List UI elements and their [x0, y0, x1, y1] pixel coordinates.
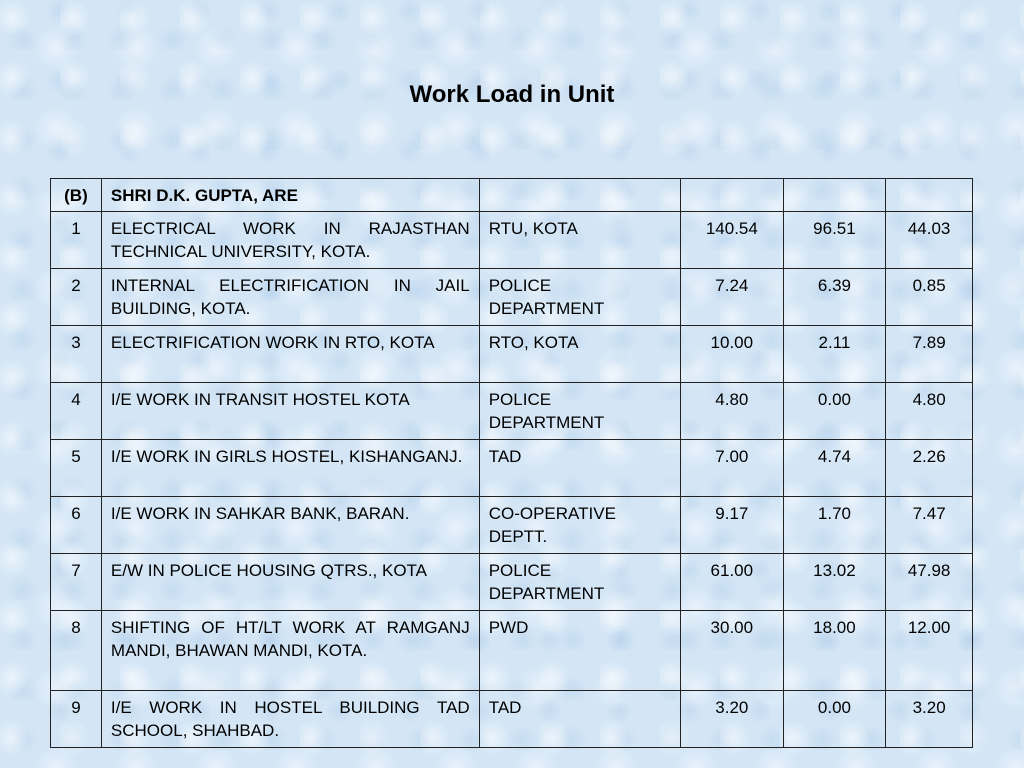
- work-load-table: [50, 178, 973, 748]
- value-1: 7.00: [681, 440, 784, 497]
- department: CO-OPERATIVE DEPTT.: [479, 497, 680, 554]
- value-3: 0.85: [886, 269, 973, 326]
- value-1: 30.00: [681, 611, 784, 691]
- serial-number: 8: [51, 611, 102, 691]
- value-1: 9.17: [681, 497, 784, 554]
- value-3: 3.20: [886, 691, 973, 748]
- work-description: I/E WORK IN TRANSIT HOSTEL KOTA: [101, 383, 479, 440]
- value-2: 0.00: [783, 383, 886, 440]
- value-2: 4.74: [783, 440, 886, 497]
- work-description: I/E WORK IN SAHKAR BANK, BARAN.: [101, 497, 479, 554]
- table-row: [51, 212, 973, 269]
- value-1: 10.00: [681, 326, 784, 383]
- value-1: 61.00: [681, 554, 784, 611]
- value-2: 13.02: [783, 554, 886, 611]
- serial-number: 1: [51, 212, 102, 269]
- value-3: 44.03: [886, 212, 973, 269]
- value-1: 7.24: [681, 269, 784, 326]
- department: TAD: [479, 440, 680, 497]
- value-1: 3.20: [681, 691, 784, 748]
- value-1: 4.80: [681, 383, 784, 440]
- value-2: 1.70: [783, 497, 886, 554]
- serial-number: 7: [51, 554, 102, 611]
- department: POLICE DEPARTMENT: [479, 554, 680, 611]
- value-3: 12.00: [886, 611, 973, 691]
- work-description: I/E WORK IN HOSTEL BUILDING TAD SCHOOL, SHAHBAD.: [101, 691, 479, 748]
- value-2: 96.51: [783, 212, 886, 269]
- header-serial: (B): [51, 179, 102, 212]
- work-description: ELECTRIFICATION WORK IN RTO, KOTA: [101, 326, 479, 383]
- value-2: 2.11: [783, 326, 886, 383]
- header-cell: [479, 179, 680, 212]
- value-2: 18.00: [783, 611, 886, 691]
- serial-number: 6: [51, 497, 102, 554]
- work-description: I/E WORK IN GIRLS HOSTEL, KISHANGANJ.: [101, 440, 479, 497]
- header-officer-name: SHRI D.K. GUPTA, ARE: [101, 179, 479, 212]
- serial-number: 4: [51, 383, 102, 440]
- table-row: [51, 269, 973, 326]
- table-row: [51, 554, 973, 611]
- work-description: E/W IN POLICE HOUSING QTRS., KOTA: [101, 554, 479, 611]
- table-row: [51, 691, 973, 748]
- department: RTO, KOTA: [479, 326, 680, 383]
- serial-number: 5: [51, 440, 102, 497]
- table-row: [51, 497, 973, 554]
- work-description: ELECTRICAL WORK IN RAJASTHAN TECHNICAL UNIVERSITY, KOTA.: [101, 212, 479, 269]
- work-description: SHIFTING OF HT/LT WORK AT RAMGANJ MANDI, BHAWAN MANDI, KOTA.: [101, 611, 479, 691]
- department: TAD: [479, 691, 680, 748]
- table-header-row: [51, 179, 973, 212]
- table-row: [51, 611, 973, 691]
- value-3: 2.26: [886, 440, 973, 497]
- serial-number: 2: [51, 269, 102, 326]
- department: POLICE DEPARTMENT: [479, 383, 680, 440]
- table-row: [51, 326, 973, 383]
- serial-number: 9: [51, 691, 102, 748]
- table-row: [51, 383, 973, 440]
- page-title: Work Load in Unit: [409, 81, 615, 108]
- header-cell: [886, 179, 973, 212]
- header-cell: [783, 179, 886, 212]
- header-cell: [681, 179, 784, 212]
- value-3: 7.47: [886, 497, 973, 554]
- serial-number: 3: [51, 326, 102, 383]
- value-3: 47.98: [886, 554, 973, 611]
- department: POLICE DEPARTMENT: [479, 269, 680, 326]
- value-2: 0.00: [783, 691, 886, 748]
- department: RTU, KOTA: [479, 212, 680, 269]
- table-row: [51, 440, 973, 497]
- value-3: 7.89: [886, 326, 973, 383]
- work-description: INTERNAL ELECTRIFICATION IN JAIL BUILDING, KOTA.: [101, 269, 479, 326]
- value-3: 4.80: [886, 383, 973, 440]
- value-2: 6.39: [783, 269, 886, 326]
- department: PWD: [479, 611, 680, 691]
- value-1: 140.54: [681, 212, 784, 269]
